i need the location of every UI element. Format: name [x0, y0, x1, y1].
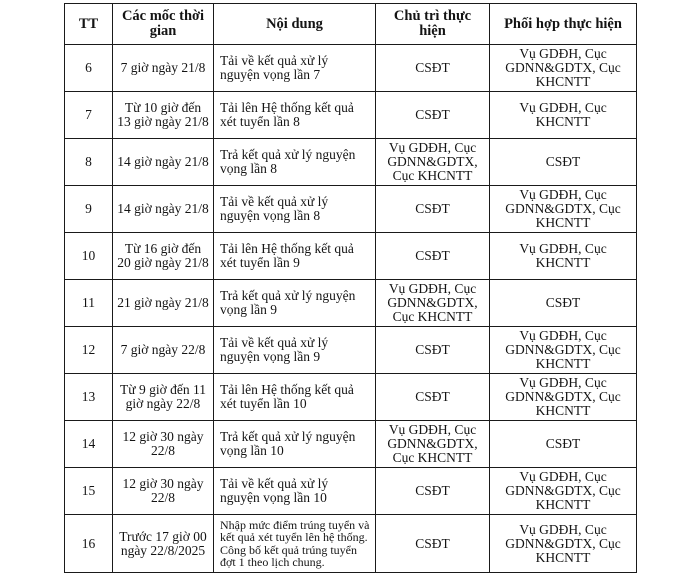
row-content: Tải lên Hệ thống kết quả xét tuyển lần 8 — [214, 92, 376, 139]
row-number: 12 — [65, 327, 113, 374]
row-content: Nhập mức điểm trúng tuyển và kết quả xét tuyển lên hệ thống. Công bố kết quả trúng tuyển đợt 1 theo lịch chung. — [214, 515, 376, 573]
table-row — [65, 45, 637, 92]
row-number: 9 — [65, 186, 113, 233]
row-lead: CSĐT — [376, 374, 490, 421]
row-number: 14 — [65, 421, 113, 468]
table-row — [65, 468, 637, 515]
row-time: 14 giờ ngày 21/8 — [113, 186, 214, 233]
row-content: Tải về kết quả xử lý nguyện vọng lần 7 — [214, 45, 376, 92]
row-number: 7 — [65, 92, 113, 139]
row-time: 7 giờ ngày 21/8 — [113, 45, 214, 92]
table-row — [65, 280, 637, 327]
row-time: 21 giờ ngày 21/8 — [113, 280, 214, 327]
row-coord: Vụ GDĐH, Cục GDNN&GDTX, Cục KHCNTT — [490, 468, 637, 515]
row-coord: Vụ GDĐH, Cục GDNN&GDTX, Cục KHCNTT — [490, 515, 637, 573]
row-lead: CSĐT — [376, 92, 490, 139]
row-time: Từ 10 giờ đến 13 giờ ngày 21/8 — [113, 92, 214, 139]
row-content: Trả kết quả xử lý nguyện vọng lần 8 — [214, 139, 376, 186]
row-lead: Vụ GDĐH, Cục GDNN&GDTX, Cục KHCNTT — [376, 280, 490, 327]
row-time: Từ 16 giờ đến 20 giờ ngày 21/8 — [113, 233, 214, 280]
row-content: Tải về kết quả xử lý nguyện vọng lần 10 — [214, 468, 376, 515]
row-coord: Vụ GDĐH, Cục GDNN&GDTX, Cục KHCNTT — [490, 374, 637, 421]
schedule-table — [64, 3, 637, 573]
row-number: 13 — [65, 374, 113, 421]
row-coord: Vụ GDĐH, Cục GDNN&GDTX, Cục KHCNTT — [490, 45, 637, 92]
row-number: 15 — [65, 468, 113, 515]
row-number: 10 — [65, 233, 113, 280]
row-coord: Vụ GDĐH, Cục KHCNTT — [490, 233, 637, 280]
row-time: 7 giờ ngày 22/8 — [113, 327, 214, 374]
table-row — [65, 92, 637, 139]
row-time: 12 giờ 30 ngày 22/8 — [113, 421, 214, 468]
header-row — [65, 4, 637, 45]
row-time: 12 giờ 30 ngày 22/8 — [113, 468, 214, 515]
table-row — [65, 421, 637, 468]
row-lead: CSĐT — [376, 45, 490, 92]
table-row — [65, 233, 637, 280]
row-coord: CSĐT — [490, 421, 637, 468]
table-row — [65, 515, 637, 573]
table-row — [65, 186, 637, 233]
header-content: Nội dung — [214, 4, 376, 45]
row-content: Tải về kết quả xử lý nguyện vọng lần 8 — [214, 186, 376, 233]
row-lead: Vụ GDĐH, Cục GDNN&GDTX, Cục KHCNTT — [376, 421, 490, 468]
row-lead: CSĐT — [376, 327, 490, 374]
header-lead: Chủ trì thực hiện — [376, 4, 490, 45]
row-number: 16 — [65, 515, 113, 573]
row-time: Từ 9 giờ đến 11 giờ ngày 22/8 — [113, 374, 214, 421]
row-lead: CSĐT — [376, 233, 490, 280]
row-coord: CSĐT — [490, 139, 637, 186]
row-time: Trước 17 giờ 00 ngày 22/8/2025 — [113, 515, 214, 573]
row-content: Tải về kết quả xử lý nguyện vọng lần 9 — [214, 327, 376, 374]
row-number: 8 — [65, 139, 113, 186]
row-number: 6 — [65, 45, 113, 92]
table-row — [65, 374, 637, 421]
header-coord: Phối hợp thực hiện — [490, 4, 637, 45]
row-coord: Vụ GDĐH, Cục GDNN&GDTX, Cục KHCNTT — [490, 327, 637, 374]
header-time: Các mốc thời gian — [113, 4, 214, 45]
row-lead: CSĐT — [376, 468, 490, 515]
row-lead: Vụ GDĐH, Cục GDNN&GDTX, Cục KHCNTT — [376, 139, 490, 186]
row-lead: CSĐT — [376, 515, 490, 573]
row-lead: CSĐT — [376, 186, 490, 233]
row-content: Trả kết quả xử lý nguyện vọng lần 10 — [214, 421, 376, 468]
row-content: Tải lên Hệ thống kết quả xét tuyển lần 9 — [214, 233, 376, 280]
header-tt: TT — [65, 4, 113, 45]
table-row — [65, 139, 637, 186]
row-number: 11 — [65, 280, 113, 327]
row-coord: CSĐT — [490, 280, 637, 327]
row-content: Trả kết quả xử lý nguyện vọng lần 9 — [214, 280, 376, 327]
row-coord: Vụ GDĐH, Cục GDNN&GDTX, Cục KHCNTT — [490, 186, 637, 233]
row-content: Tải lên Hệ thống kết quả xét tuyển lần 10 — [214, 374, 376, 421]
row-coord: Vụ GDĐH, Cục KHCNTT — [490, 92, 637, 139]
table-row — [65, 327, 637, 374]
row-time: 14 giờ ngày 21/8 — [113, 139, 214, 186]
